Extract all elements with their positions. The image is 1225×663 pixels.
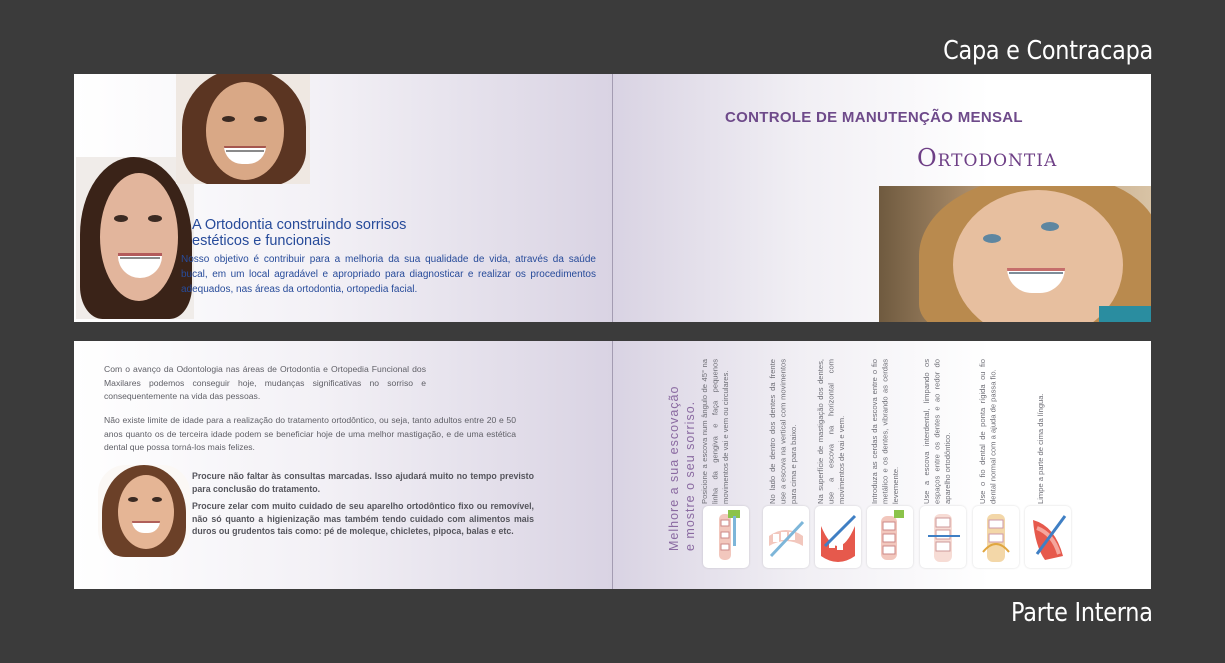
brush-angle-illustration — [703, 506, 749, 568]
inner-left-panel — [74, 341, 612, 589]
appointments-tip: Procure não faltar às consultas marcadas. Isso ajudará muito no tempo previsto para conclusão do tratamento. — [192, 471, 534, 494]
inner-caption: Parte Interna — [1011, 598, 1153, 628]
intro-paragraph: Com o avanço da Odontologia nas áreas de Ortodontia e Ortopedia Funcional dos Maxilares podemos conseguir hoje, mudanças significativas no sorriso e consequentemente na vida das pessoas. — [104, 364, 426, 401]
inner-spread — [74, 341, 1151, 589]
cover-body-text: Nosso objetivo é contribuir para a melhoria da sua qualidade de vida, através da saúde bucal, em um local agradável e apropriado para diagnosticar e realizar os procedimentos adequados, nas áreas da ortodontia, ortopedia facial. — [181, 254, 596, 295]
brush-chewing-illustration — [815, 506, 861, 568]
brush-bracket-illustration — [867, 506, 913, 568]
step-3-text: Na superfície de mastigação dos dentes, use a escova na horizontal com movimentos de vai e vem. — [816, 359, 846, 504]
cover-heading: A Ortodontia construindo sorrisos estéticos e funcionais — [192, 217, 407, 249]
age-paragraph: Não existe limite de idade para a realização do tratamento ortodôntico, ou seja, tanto adultos entre 20 e 50 anos quanto os de terceira idade podem se beneficiar hoje de uma melhor mastigação, e de uma estética dental que possa torná-los mais felizes. — [104, 415, 516, 452]
appliance-care-tip: Procure zelar com muito cuidado de seu aparelho ortodôntico fixo ou removível, não só quanto a higienização mas também tendo cuidado com alimentos mais duros ou grudentos tais como: pé de moleque, chicletes, pipoca, balas e etc. — [192, 501, 534, 536]
back-cover-panel — [74, 74, 612, 322]
step-7-text: Limpe a parte de cima da língua. — [1036, 393, 1045, 504]
brushing-heading-line2: e mostre o seu sorriso. — [683, 400, 697, 551]
step-1-text: Posicione a escova num ângulo de 45° na linha da gengiva e faça pequenos movimentos de vai e vem ou circulares. — [700, 359, 730, 504]
cover-title: CONTROLE DE MANUTENÇÃO MENSAL — [725, 109, 1023, 126]
tongue-cleaning-illustration — [1025, 506, 1071, 568]
interdental-brush-illustration — [920, 506, 966, 568]
brush-inside-illustration — [763, 506, 809, 568]
woman-portrait-photo — [98, 465, 190, 557]
blonde-girl-photo — [879, 186, 1151, 322]
step-2-text: No lado de dentro dos dentes da frente use a escova na vertical com movimentos para cima e para baixo. — [768, 359, 798, 504]
cover-caption: Capa e Contracapa — [943, 36, 1153, 66]
brushing-heading-line1: Melhore a sua escovação — [667, 385, 681, 551]
dental-floss-illustration — [973, 506, 1019, 568]
ortodontia-logo: Ortodontia — [917, 144, 1058, 172]
step-5-text: Use a escova interdental, limpando os espaços entre os dentes e ao redor do aparelho ortodôntico. — [922, 359, 952, 504]
cover-spread — [74, 74, 1151, 322]
step-6-text: Use o fio dental de ponta rígida ou fio dental normal com a ajuda de passa fio. — [978, 359, 998, 504]
smiling-woman-photo — [176, 74, 310, 184]
step-4-text: Introduza as cerdas da escova entre o fio metálico e os dentes, vibrando as cerdas levemente. — [870, 359, 900, 504]
